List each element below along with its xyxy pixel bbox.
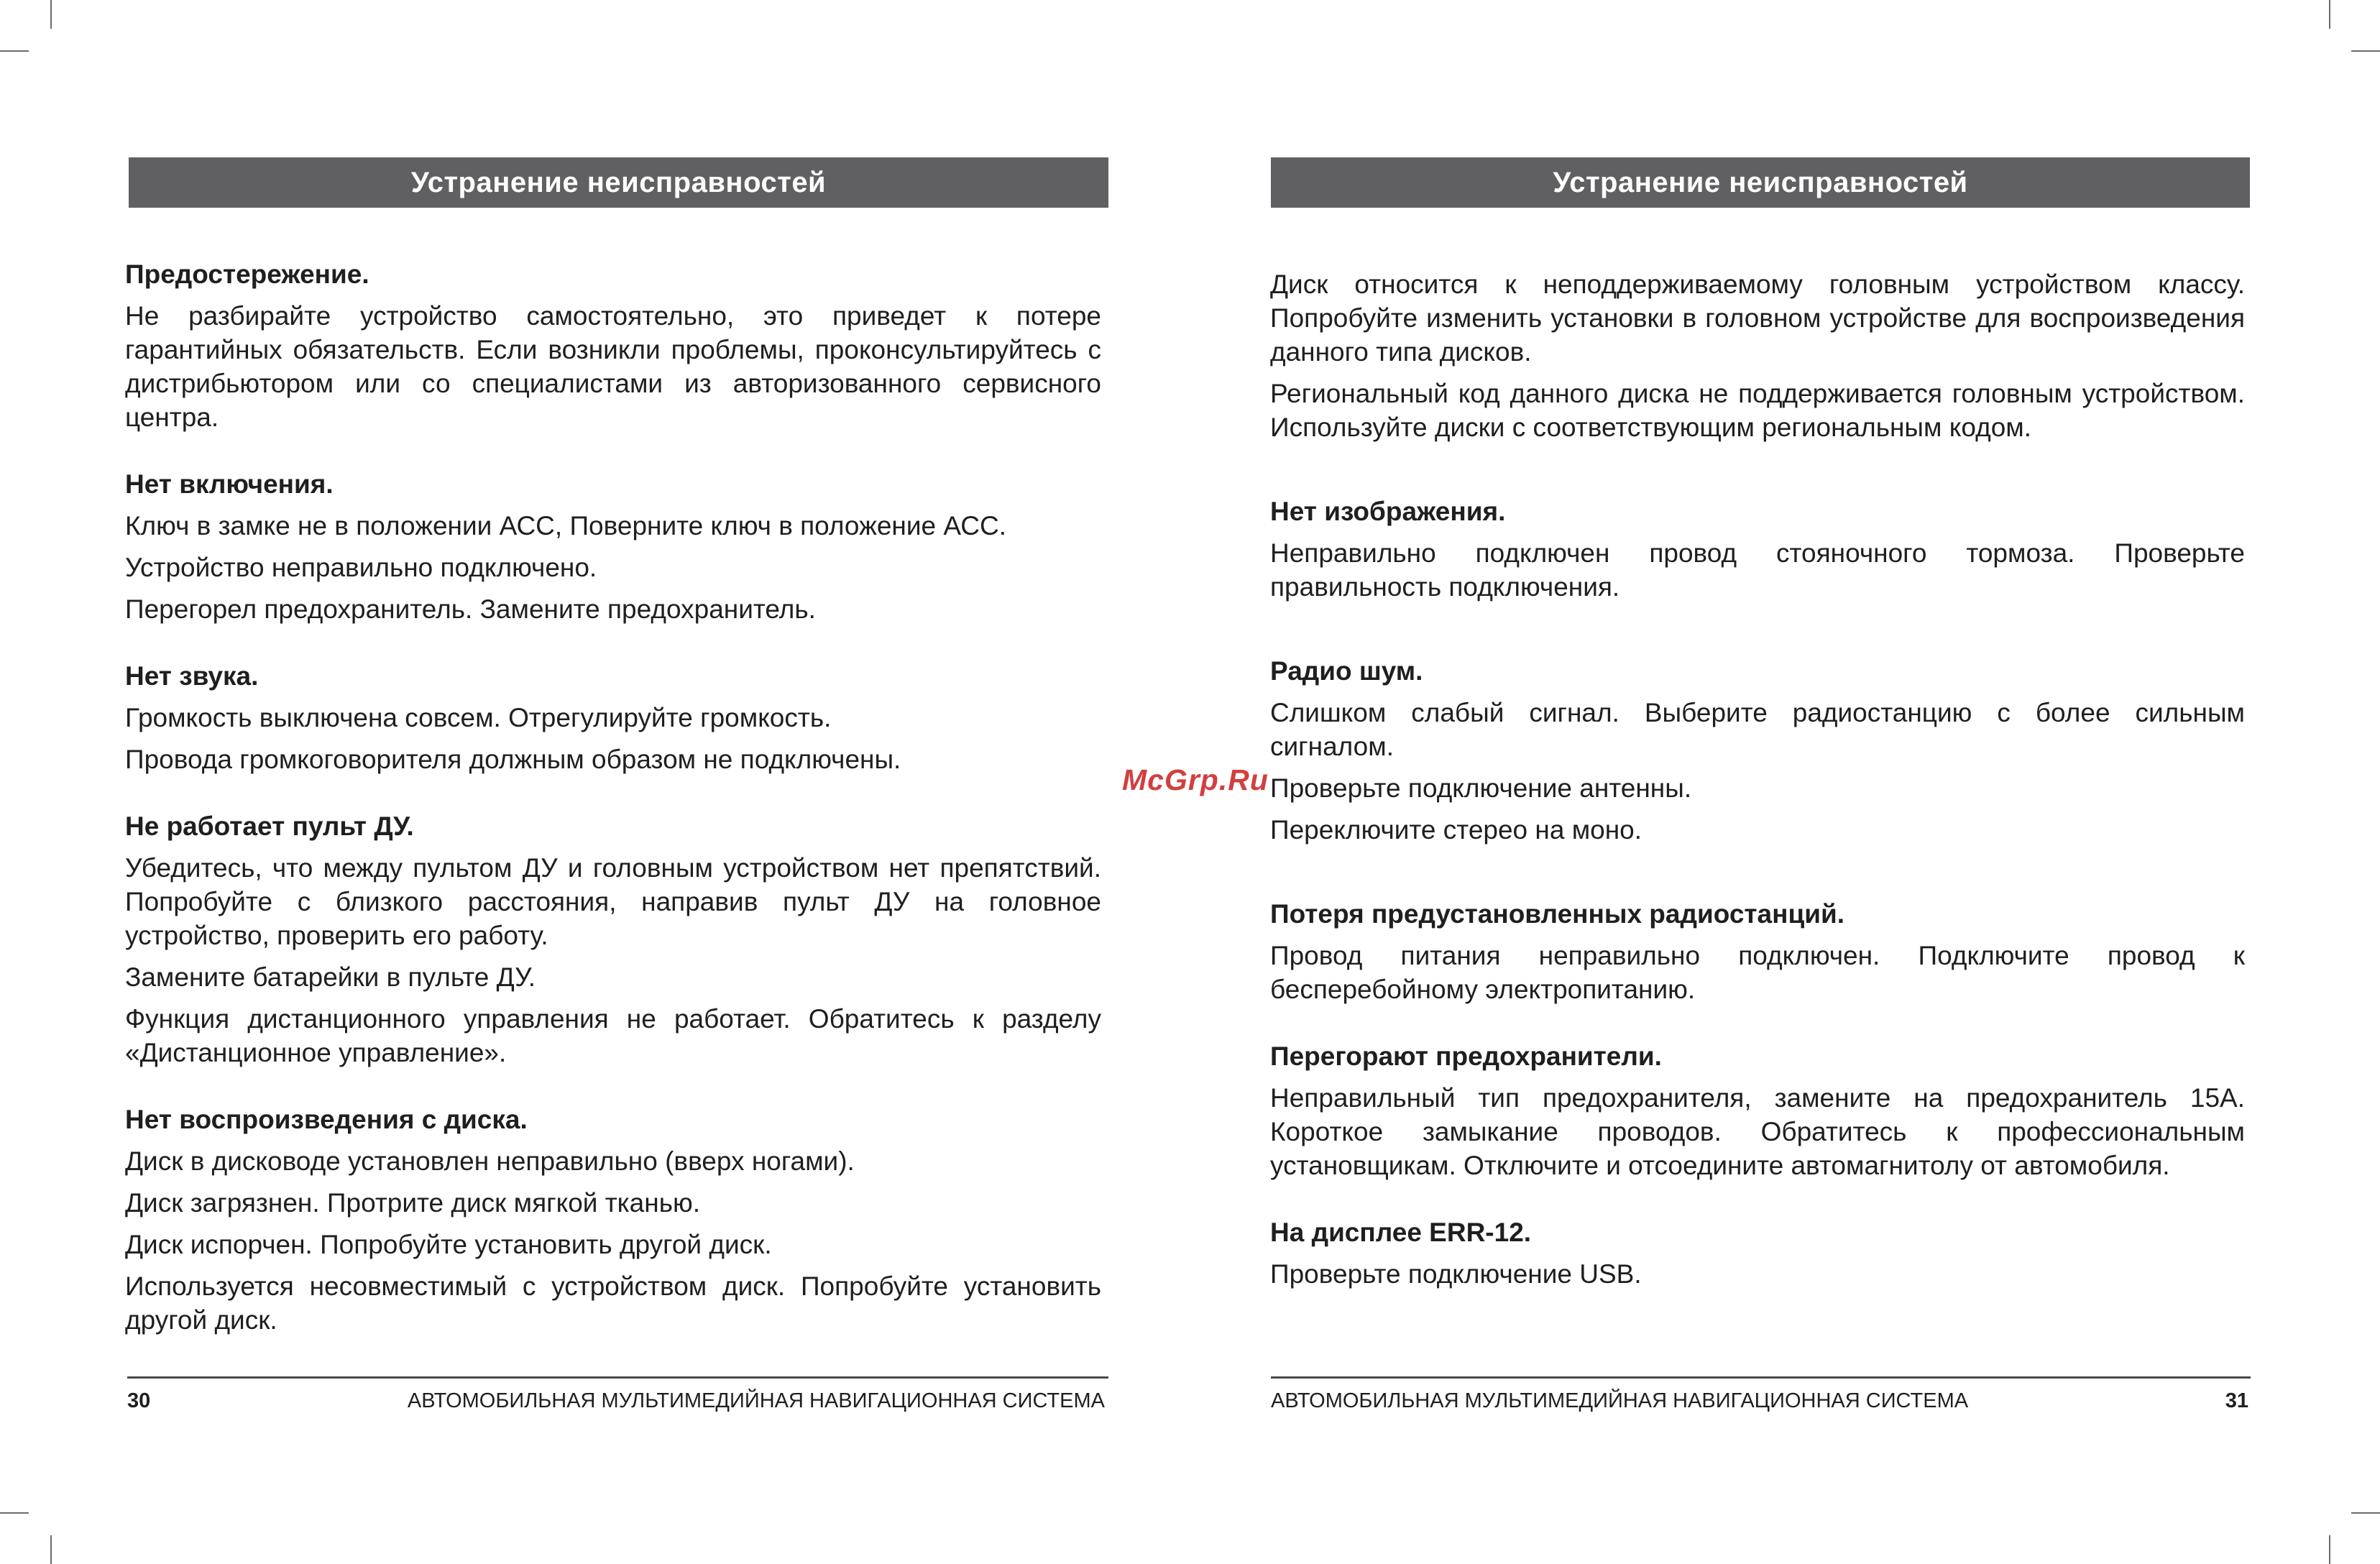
section-text: Проверьте подключение антенны.: [1270, 773, 1692, 803]
section-no-power: [125, 467, 1101, 626]
section-radio-noise: [1270, 654, 2245, 847]
section-text: Слишком слабый сигнал. Выберите радиостанцию с более сильным сигналом.: [1270, 698, 2245, 761]
section-lost-presets: [1270, 897, 2245, 1006]
section-text: Диск испорчен. Попробуйте установить другой диск.: [125, 1230, 772, 1259]
section-text: Проверьте подключение USB.: [1270, 1259, 1642, 1289]
page-number: 30: [127, 1389, 151, 1412]
section-text: Диск в дисководе установлен неправильно (вверх ногами).: [125, 1146, 855, 1176]
section-text: Региональный код данного диска не поддерживается головным устройством. Используйте диски с соответствующим региональным кодом.: [1270, 379, 2245, 442]
section-no-image: [1270, 494, 2245, 604]
section-text: Не разбирайте устройство самостоятельно, это приведет к потере гарантийных обязательств. Если возникли проблемы, проконсультируйтесь с дистрибьютором или со специалистами из авторизованного сервисного центра.: [125, 301, 1101, 432]
section-text: Громкость выключена совсем. Отрегулируйте громкость.: [125, 703, 832, 732]
section-text: Провода громкоговорителя должным образом не подключены.: [125, 745, 901, 774]
section-heading: Перегорают предохранители.: [1270, 1041, 1662, 1071]
section-heading: Предостережение.: [125, 259, 369, 289]
watermark: McGrp.Ru: [1122, 763, 1269, 796]
section-heading: Радио шум.: [1270, 656, 1423, 686]
section-text: Устройство неправильно подключено.: [125, 553, 597, 582]
section-text: Неправильный тип предохранителя, замените на предохранитель 15А. Короткое замыкание проводов. Обратитесь к профессиональным установщикам. Отключите и отсоедините автомагнитолу от автомобиля.: [1270, 1083, 2245, 1180]
section-heading: Нет включения.: [125, 469, 334, 499]
right-page: [1190, 0, 2380, 1564]
section-heading: Нет воспроизведения с диска.: [125, 1105, 528, 1134]
footer-divider: [127, 1376, 1108, 1379]
section-warning: [125, 257, 1101, 434]
section-heading: Не работает пульт ДУ.: [125, 811, 414, 841]
section-err-12: [1270, 1215, 2245, 1291]
section-heading: На дисплее ERR-12.: [1270, 1218, 1532, 1247]
section-text: Диск загрязнен. Протрите диск мягкой тканью.: [125, 1188, 700, 1218]
section-no-disc-playback: [125, 1103, 1101, 1337]
section-text: Неправильно подключен провод стояночного тормоза. Проверьте правильность подключения.: [1270, 538, 2245, 602]
section-heading: Потеря предустановленных радиостанций.: [1270, 899, 1844, 929]
page-number: 31: [2225, 1389, 2248, 1412]
section-text: Функция дистанционного управления не работает. Обратитесь к разделу «Дистанционное управление».: [125, 1004, 1101, 1067]
section-text: Провод питания неправильно подключен. Подключите провод к бесперебойному электропитанию.: [1270, 941, 2245, 1004]
section-text: Используется несовместимый с устройством диск. Попробуйте установить другой диск.: [125, 1271, 1101, 1335]
section-text: Замените батарейки в пульте ДУ.: [125, 962, 536, 992]
left-page-content: [125, 257, 1101, 1370]
footer-title: АВТОМОБИЛЬНАЯ МУЛЬТИМЕДИЙНАЯ НАВИГАЦИОННАЯ СИСТЕМА: [1271, 1389, 1969, 1412]
section-text: Диск относится к неподдерживаемому головным устройством классу. Попробуйте изменить установки в головном устройстве для воспроизведения данного типа дисков.: [1270, 270, 2245, 367]
section-no-sound: [125, 659, 1101, 776]
section-text: Убедитесь, что между пультом ДУ и головным устройством нет препятствий. Попробуйте с близкого расстояния, направив пульт ДУ на головное устройство, проверить его работу.: [125, 853, 1101, 950]
left-page-header: Устранение неисправностей: [129, 157, 1108, 208]
section-heading: Нет звука.: [125, 661, 259, 691]
section-text: Ключ в замке не в положении АСС, Поверните ключ в положение АСС.: [125, 511, 1006, 540]
section-text: Переключите стерео на моно.: [1270, 815, 1642, 845]
footer-divider: [1271, 1376, 2251, 1379]
section-blown-fuses: [1270, 1039, 2245, 1182]
section-remote-not-working: [125, 809, 1101, 1070]
right-page-header: Устранение неисправностей: [1271, 157, 2250, 208]
section-heading: Нет изображения.: [1270, 497, 1506, 526]
section-disc-continued: [1270, 267, 2245, 444]
footer-title: АВТОМОБИЛЬНАЯ МУЛЬТИМЕДИЙНАЯ НАВИГАЦИОННАЯ СИСТЕМА: [407, 1389, 1105, 1412]
right-page-content: [1270, 267, 2245, 1324]
section-text: Перегорел предохранитель. Замените предохранитель.: [125, 594, 816, 624]
